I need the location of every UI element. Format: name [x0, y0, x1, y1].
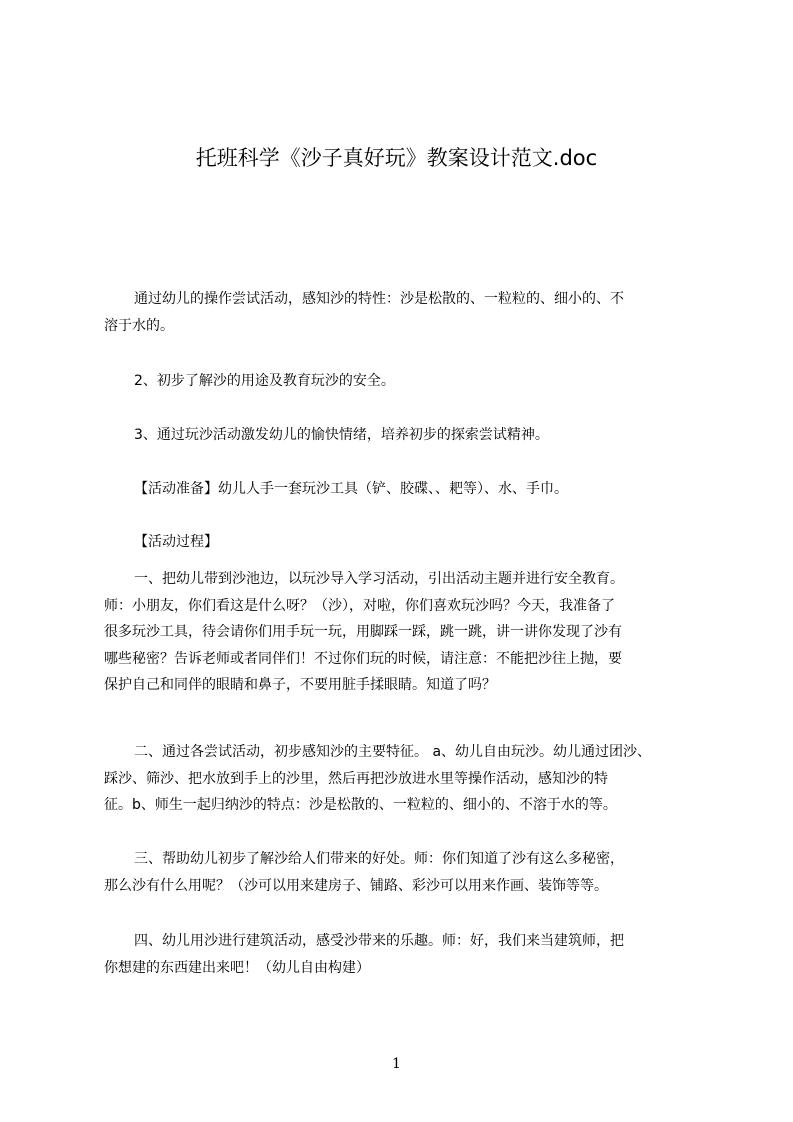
- paragraph-line: 【活动准备】幼儿人手一套玩沙工具（铲、胶碟、、耙等）、水、手巾。: [134, 481, 568, 497]
- paragraph-line: 2、初步了解沙的用途及教育玩沙的安全。: [134, 373, 395, 389]
- paragraph-line: 四、幼儿用沙进行建筑活动，感受沙带来的乐趣。师：好，我们来当建筑师，把: [134, 933, 624, 949]
- paragraph-line: 二、通过各尝试活动，初步感知沙的主要特征。 a、幼儿自由玩沙。幼儿通过团沙、: [134, 744, 652, 760]
- paragraph-line: 三、帮助幼儿初步了解沙给人们带来的好处。师：你们知道了沙有这么多秘密，: [134, 851, 624, 867]
- paragraph-line: 师：小朋友，你们看这是什么呀？（沙），对啦，你们喜欢玩沙吗？今天，我准备了: [104, 597, 615, 614]
- paragraph-line: 3、通过玩沙活动激发幼儿的愉快情绪，培养初步的探索尝试精神。: [134, 427, 549, 443]
- paragraph-objective-3: [104, 422, 702, 449]
- paragraph-line: 保护自己和同伴的眼睛和鼻子，不要用脏手揉眼睛。知道了吗？: [104, 677, 496, 693]
- paragraph-line: 通过幼儿的操作尝试活动，感知沙的特性：沙是松散的、一粒粒的、细小的、不: [134, 291, 624, 307]
- paragraph-step-1: [104, 566, 702, 699]
- paragraph-objective-2: [104, 368, 702, 395]
- document-title: 托班科学《沙子真好玩》教案设计范文.doc: [195, 146, 598, 170]
- paragraph-line: 一、把幼儿带到沙池边，以玩沙导入学习活动，引出活动主题并进行安全教育。: [134, 571, 624, 587]
- paragraph-line: 你想建的东西建出来吧！（幼儿自由构建）: [104, 959, 370, 976]
- paragraph-line: 【活动过程】: [134, 534, 218, 550]
- paragraph-line: 溶于水的。: [104, 317, 174, 334]
- paragraph-line: 哪些秘密？告诉老师或者同伴们！不过你们玩的时候，请注意：不能把沙往上抛，要: [104, 650, 622, 667]
- paragraph-activity-process-heading: [104, 529, 702, 556]
- paragraph-step-3: [104, 846, 702, 899]
- paragraph-objective-1: [104, 286, 702, 339]
- paragraph-activity-preparation: [104, 476, 702, 503]
- page-number: 1: [392, 1056, 401, 1072]
- paragraph-step-4: [104, 928, 702, 981]
- paragraph-line: 踩沙、筛沙、把水放到手上的沙里，然后再把沙放进水里等操作活动，感知沙的特: [104, 770, 608, 787]
- paragraph-line: 很多玩沙工具，待会请你们用手玩一玩，用脚踩一踩，跳一跳，讲一讲你发现了沙有: [104, 624, 622, 640]
- paragraph-step-2: [104, 739, 702, 819]
- paragraph-line: 征。b、师生一起归纳沙的特点：沙是松散的、一粒粒的、细小的、不溶于水的等。: [104, 797, 617, 813]
- paragraph-line: 那么沙有什么用呢？（沙可以用来建房子、铺路、彩沙可以用来作画、装饰等等。: [104, 877, 608, 894]
